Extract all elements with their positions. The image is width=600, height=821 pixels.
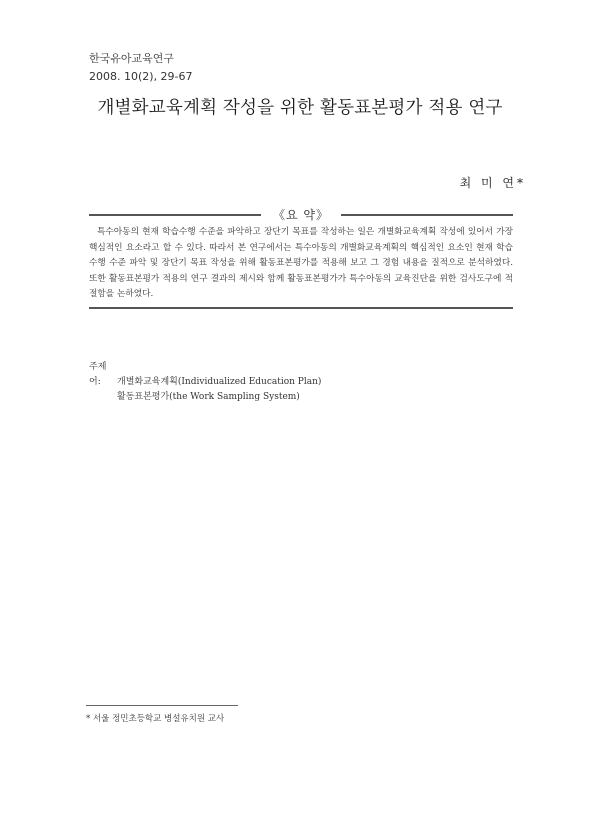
keywords-label: 주제어: [89, 362, 107, 387]
keyword-line-1 [89, 360, 321, 390]
journal-name: 한국유아교육연구 [89, 52, 175, 65]
abstract-rule-bottom [89, 307, 513, 309]
paper-title: 개별화교육계획 작성을 위한 활동표본평가 적용 연구 [97, 98, 503, 118]
keywords-block [89, 360, 321, 405]
keyword-item: 활동표본평가(the Work Sampling System) [117, 392, 300, 402]
author-affiliation-footnote: * 서울 정민초등학교 병설유치원 교사 [86, 714, 225, 724]
keyword-item: 개별화교육계획(Individualized Education Plan) [117, 377, 322, 387]
abstract-heading [89, 206, 513, 222]
footnote-rule [86, 705, 238, 706]
abstract-text: 특수아동의 현재 학습수행 수준을 파악하고 장단기 목표를 작성하는 일은 개별화교육계획 작성에 있어서 가장 핵심적인 요소라고 할 수 있다. 따라서 본 연구에서는 특수아동의 개별화교육계획의 핵심적인 요소인 현재 학습수행 수준 파악 및 장단기 목표 작성을 위해 활동표본평가를 적용해 보고 그 경험 내용을 질적으로 분석하였다. 또한 활동표본평가 적용의 연구 결과의 제시와 함께 활동표본평가가 특수아동의 교육진단을 위한 검사도구에 적절함을 논하였다. [89, 227, 513, 300]
journal-citation: 2008. 10(2), 29-67 [89, 70, 193, 83]
abstract-heading-label: 《요 약》 [273, 208, 329, 222]
author-name: 최 미 연* [459, 176, 526, 190]
journal-header [89, 50, 193, 86]
keyword-line-2 [89, 390, 321, 405]
